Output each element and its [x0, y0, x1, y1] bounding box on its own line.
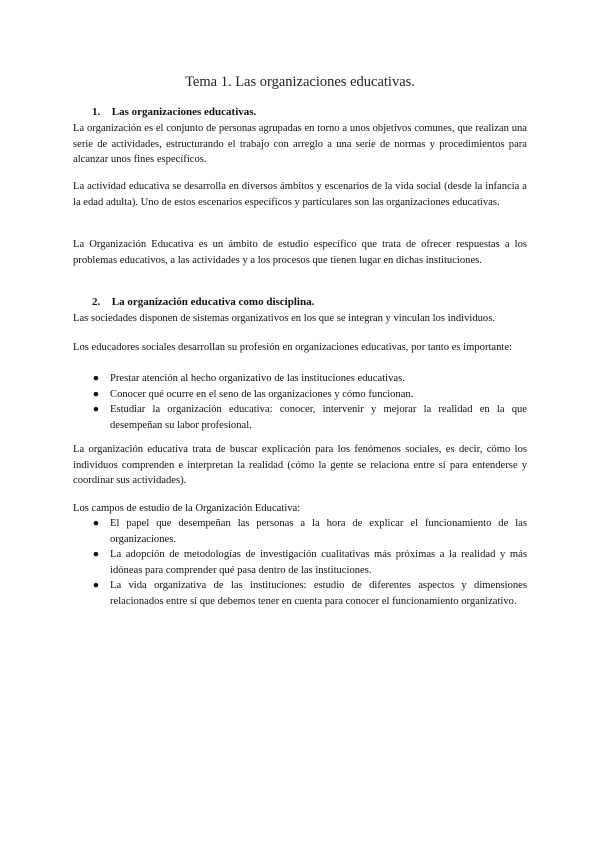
bullet-icon: ● [92, 404, 100, 415]
section-1-number: 1. [92, 106, 101, 118]
educators-intro: Los educadores sociales desarrollan su profesión en organizaciones educativas, por tanto es importante: [73, 342, 513, 353]
section-2-heading [92, 296, 314, 308]
bullet-icon: ● [92, 373, 100, 384]
section-2-intro: Las sociedades disponen de sistemas organizativos en los que se integran y vinculan los individuos. [73, 313, 496, 324]
bullet-icon: ● [92, 580, 100, 591]
section-1-paragraph-3: La Organización Educativa es un ámbito de estudio específico que trata de ofrecer respuestas a los problemas educativos, a las actividades y a los procesos que tienen lugar en dichas instituciones. [73, 239, 527, 266]
list-item: ● La vida organizativa de las instituciones: estudio de diferentes aspectos y dimensiones relacionados entre sí que debemos tener en cuenta para conocer el funcionamiento organizativo. [90, 578, 527, 609]
list-item: ● El papel que desempeñan las personas a la hora de explicar el funcionamiento de las organizaciones. [90, 516, 527, 547]
section-2-title: La organización educativa como disciplina. [111, 296, 315, 308]
list-item: ● Prestar atención al hecho organizativo de las instituciones educativas. [90, 371, 527, 387]
fields-intro: Los campos de estudio de la Organización Educativa: [73, 503, 301, 514]
educators-list [90, 371, 527, 433]
list-item: ● La adopción de metodologías de investigación cualitativas más próximas a la realidad y más idóneas para comprender qué pasa dentro de las instituciones. [90, 547, 527, 578]
list-item: ● Conocer qué ocurre en el seno de las organizaciones y cómo funcionan. [90, 387, 527, 403]
bullet-icon: ● [92, 518, 100, 529]
bullet-icon: ● [92, 549, 100, 560]
section-1-paragraph-1: La organización es el conjunto de personas agrupadas en torno a unos objetivos comunes, que realizan una serie de actividades, estructurando el trabajo con arreglo a una serie de normas y procedimientos para alcanzar unos fines específicos. [73, 123, 527, 165]
section-1-heading [92, 106, 256, 118]
section-2-number: 2. [92, 296, 101, 308]
section-1-paragraph-2: La actividad educativa se desarrolla en diversos ámbitos y escenarios de la vida social (desde la infancia a la edad adulta). Uno de estos escenarios específicos y particulares son las organizaciones educativas. [73, 181, 527, 208]
bullet-icon: ● [92, 388, 100, 400]
section-1-title: Las organizaciones educativas. [111, 106, 257, 118]
section-2-explanation: La organización educativa trata de buscar explicación para los fenómenos sociales, es decir, cómo los individuos comprenden e interpretan la realidad (cómo la gente se relaciona entre sí para entenderse y coordinar sus actividades). [73, 444, 527, 486]
document-title: Tema 1. Las organizaciones educativas. [185, 74, 415, 90]
list-item: ● Estudiar la organización educativa: conocer, intervenir y mejorar la realidad en la que desempeñan su labor profesional. [90, 402, 527, 433]
fields-list [90, 516, 527, 609]
